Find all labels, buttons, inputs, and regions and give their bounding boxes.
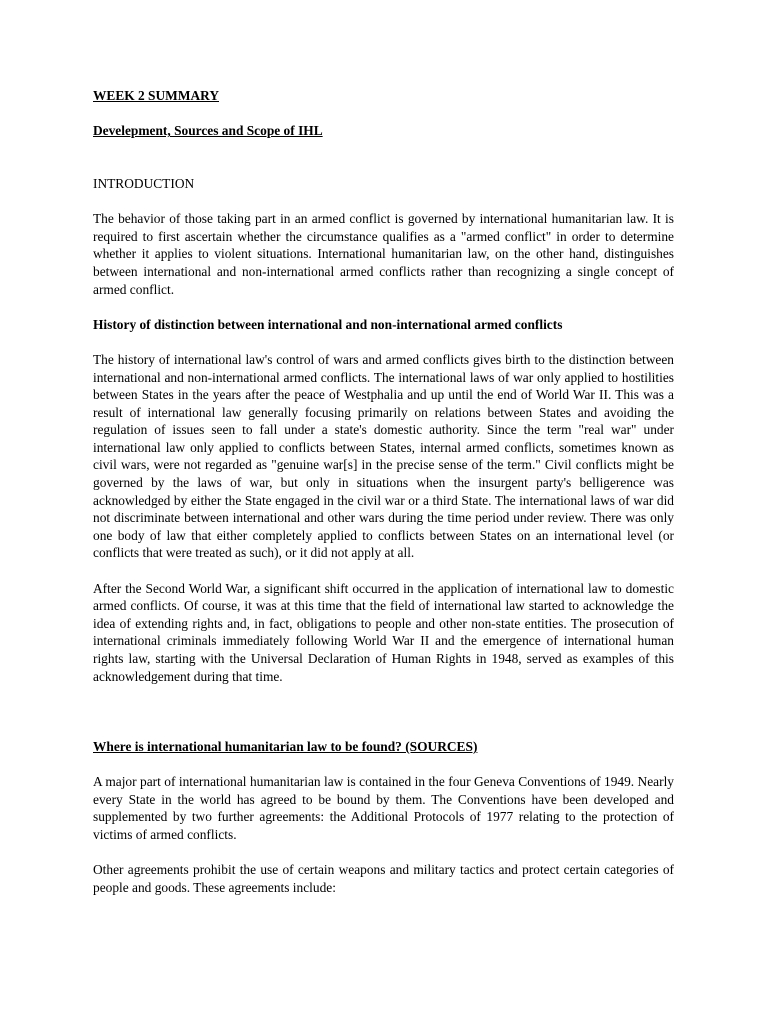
sources-heading: Where is international humanitarian law to be found? (SOURCES) [93, 738, 478, 754]
history-heading: History of distinction between international and non-international armed conflicts [93, 316, 563, 332]
document-title: WEEK 2 SUMMARY [93, 88, 219, 103]
history-paragraph-1: The history of international law's control of wars and armed conflicts gives birth to the distinction between international and non-international armed conflicts. The international laws of war only applied to hostilities between States in the years after the peace of Westphalia and up until the end of World War II. This was a result of international law generally focusing primarily on relations between States and avoiding the regulation of issues seen to fall under a state's domestic authority. Since the term "real war" under international law only applied to conflicts between States, internal armed conflicts, sometimes known as civil wars, were not regarded as "genuine war[s] in the precise sense of the term." Civil conflicts might be governed by the laws of war, but only in situations when the insurgent party's belligerence was acknowledged by either the State engaged in the civil war or a third State. The international laws of war did not discriminate between international and other wars during the time period under review. There was only one body of law that either completely applied to conflicts between States on an international level (or conflicts that were treated as such), or it did not apply at all. [93, 351, 674, 561]
document-subtitle: Develepment, Sources and Scope of IHL [93, 123, 323, 139]
document-page [93, 87, 674, 914]
sources-paragraph-2: Other agreements prohibit the use of certain weapons and military tactics and protect certain categories of people and goods. These agreements include: [93, 862, 674, 895]
sources-paragraph-1: A major part of international humanitarian law is contained in the four Geneva Conventions of 1949. Nearly every State in the world has agreed to be bound by them. The Conventions have been developed and supplemented by two further agreements: the Additional Protocols of 1977 relating to the protection of victims of armed conflicts. [93, 774, 674, 842]
history-paragraph-2: After the Second World War, a significant shift occurred in the application of international law to domestic armed conflicts. Of course, it was at this time that the field of international law started to acknowledge the idea of extending rights and, in fact, obligations to people and other non-state entities. The prosecution of international criminals immediately following World War II and the emergence of international human rights law, starting with the Universal Declaration of Human Rights in 1948, served as examples of this acknowledgement during that time. [93, 580, 674, 684]
section-spacer [93, 703, 674, 738]
introduction-label: INTRODUCTION [93, 175, 195, 191]
introduction-paragraph: The behavior of those taking part in an armed conflict is governed by international humanitarian law. It is required to first ascertain whether the circumstance qualifies as a "armed conflict" in order to determine whether it applies to violent situations. International humanitarian law, on the other hand, distinguishes between international and non-international armed conflicts rather than recognizing a single concept of armed conflict. [93, 211, 674, 297]
